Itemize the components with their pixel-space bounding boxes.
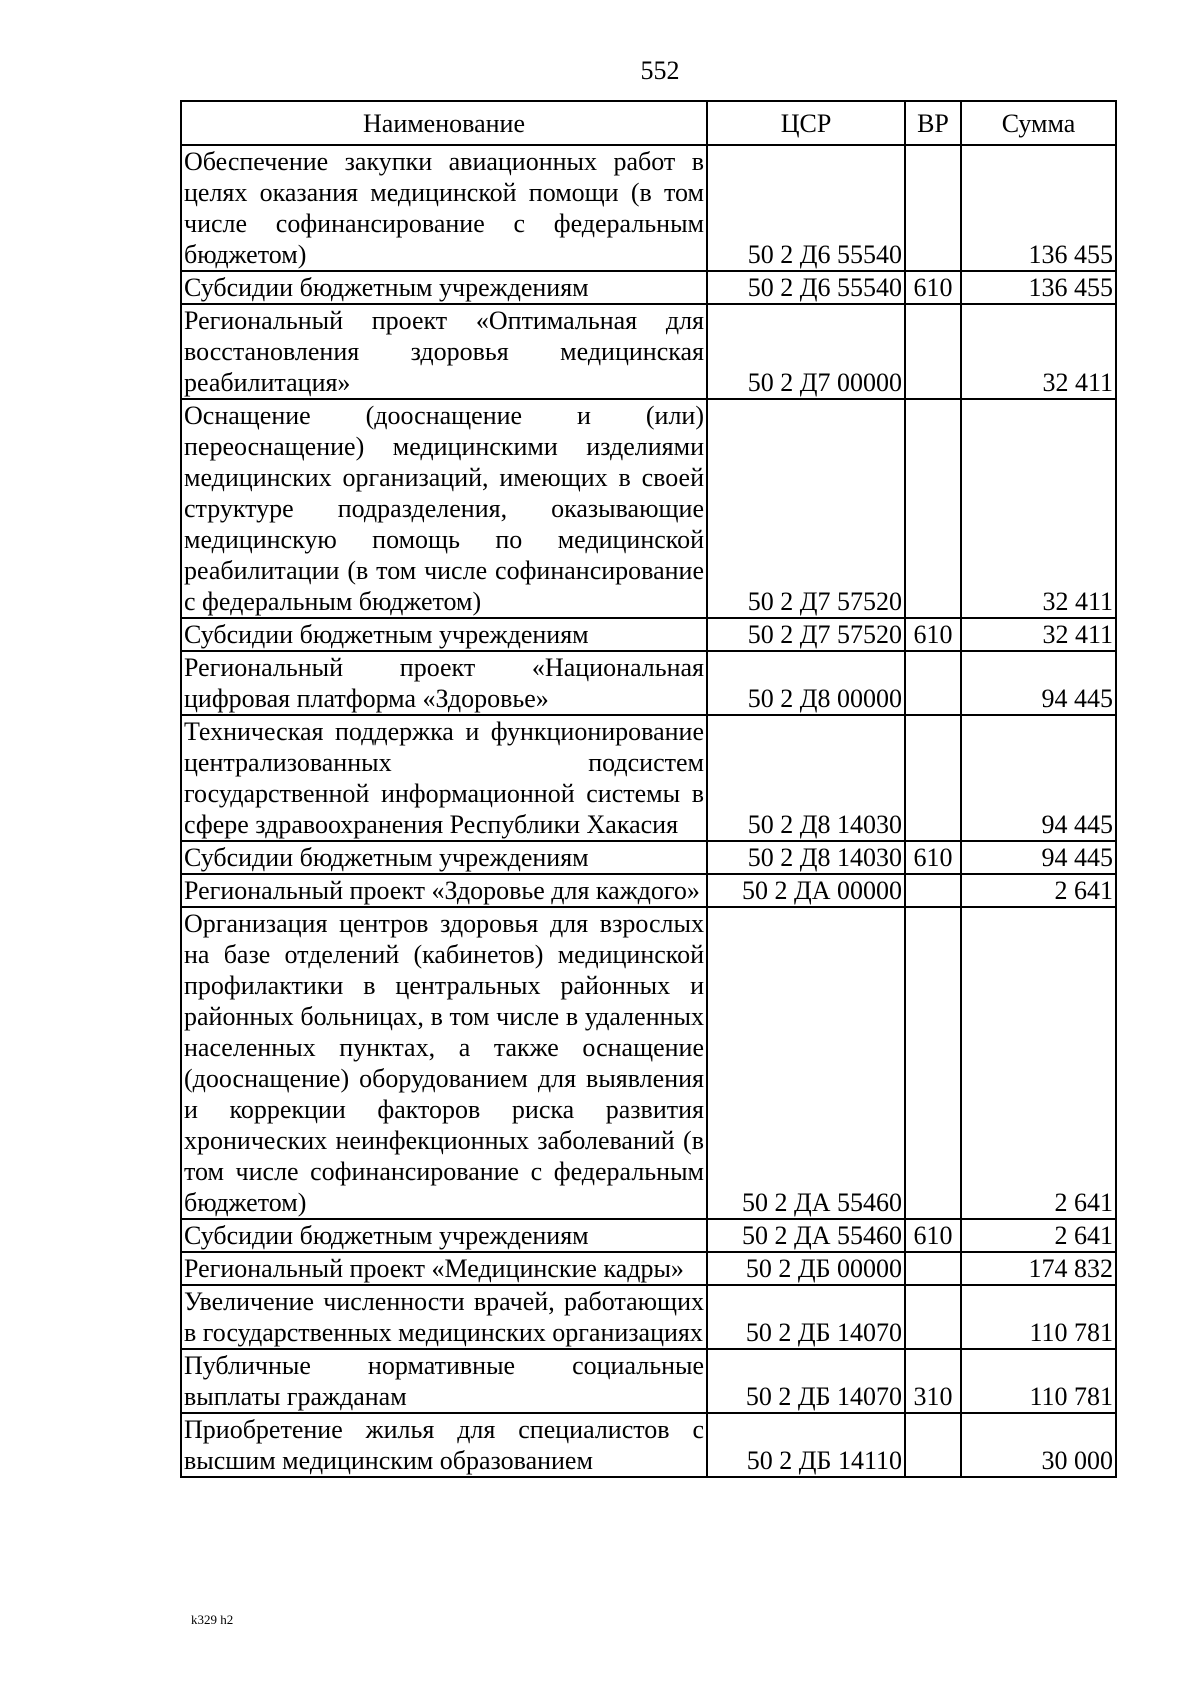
row-csr: 50 2 ДБ 14070 [707,1285,905,1349]
row-vr [905,1413,961,1477]
row-csr: 50 2 ДБ 14070 [707,1349,905,1413]
column-header-csr: ЦСР [707,101,905,145]
row-csr: 50 2 Д8 14030 [707,841,905,874]
footer-code: k329 h2 [191,1612,234,1627]
page-number: 552 [640,56,680,85]
row-sum: 32 411 [961,304,1116,399]
row-vr: 610 [905,1219,961,1252]
row-name: Региональный проект «Здоровье для каждого» [181,874,707,907]
table-row [181,1285,1116,1349]
row-name: Техническая поддержка и функционирование централизованных подсистем государственной информационной системы в сфере здравоохранения Республики Хакасия [181,715,707,841]
row-csr: 50 2 Д6 55540 [707,145,905,271]
row-name: Региональный проект «Национальная цифровая платформа «Здоровье» [181,651,707,715]
table-row [181,399,1116,618]
row-vr [905,651,961,715]
row-sum: 94 445 [961,715,1116,841]
row-csr: 50 2 ДБ 14110 [707,1413,905,1477]
table-row [181,715,1116,841]
row-name: Обеспечение закупки авиационных работ в целях оказания медицинской помощи (в том числе софинансирование с федеральным бюджетом) [181,145,707,271]
row-name: Оснащение (дооснащение и (или) переоснащение) медицинскими изделиями медицинских организаций, имеющих в своей структуре подразделения, оказывающие медицинскую помощь по медицинской реабилитации (в том числе софинансирование с федеральным бюджетом) [181,399,707,618]
row-sum: 110 781 [961,1285,1116,1349]
row-vr [905,907,961,1219]
row-csr: 50 2 Д7 57520 [707,399,905,618]
row-name: Региональный проект «Оптимальная для восстановления здоровья медицинская реабилитация» [181,304,707,399]
row-vr [905,1285,961,1349]
row-name: Субсидии бюджетным учреждениям [181,841,707,874]
row-sum: 2 641 [961,874,1116,907]
row-vr [905,715,961,841]
row-vr [905,874,961,907]
column-header-sum: Сумма [961,101,1116,145]
row-name: Публичные нормативные социальные выплаты гражданам [181,1349,707,1413]
table-row [181,1252,1116,1285]
row-vr [905,304,961,399]
row-sum: 136 455 [961,271,1116,304]
row-name: Увеличение численности врачей, работающих в государственных медицинских организациях [181,1285,707,1349]
row-vr: 610 [905,271,961,304]
row-name: Организация центров здоровья для взрослых на базе отделений (кабинетов) медицинской профилактики в центральных районных и районных больницах, в том числе в удаленных населенных пунктах, а также оснащение (дооснащение) оборудованием для выявления и коррекции факторов риска развития хронических неинфекционных заболеваний (в том числе софинансирование с федеральным бюджетом) [181,907,707,1219]
row-sum: 94 445 [961,651,1116,715]
row-name: Региональный проект «Медицинские кадры» [181,1252,707,1285]
row-name: Приобретение жилья для специалистов с высшим медицинским образованием [181,1413,707,1477]
row-vr: 610 [905,841,961,874]
row-csr: 50 2 Д8 14030 [707,715,905,841]
table-row [181,304,1116,399]
table-row [181,907,1116,1219]
row-csr: 50 2 ДА 55460 [707,1219,905,1252]
row-csr: 50 2 ДА 00000 [707,874,905,907]
table-row [181,1349,1116,1413]
table-header-row [181,101,1116,145]
row-vr: 610 [905,618,961,651]
table-row [181,874,1116,907]
table-row [181,618,1116,651]
row-sum: 136 455 [961,145,1116,271]
row-vr [905,1252,961,1285]
row-sum: 174 832 [961,1252,1116,1285]
row-name: Субсидии бюджетным учреждениям [181,618,707,651]
row-vr [905,145,961,271]
row-name: Субсидии бюджетным учреждениям [181,1219,707,1252]
table-row [181,1219,1116,1252]
row-sum: 32 411 [961,399,1116,618]
row-csr: 50 2 Д7 57520 [707,618,905,651]
row-sum: 30 000 [961,1413,1116,1477]
column-header-vr: ВР [905,101,961,145]
budget-table [180,100,1117,1478]
row-name: Субсидии бюджетным учреждениям [181,271,707,304]
row-sum: 32 411 [961,618,1116,651]
row-vr [905,399,961,618]
table-row [181,841,1116,874]
row-csr: 50 2 ДА 55460 [707,907,905,1219]
table-row [181,145,1116,271]
row-sum: 94 445 [961,841,1116,874]
column-header-name: Наименование [181,101,707,145]
row-vr: 310 [905,1349,961,1413]
row-csr: 50 2 Д7 00000 [707,304,905,399]
row-sum: 2 641 [961,907,1116,1219]
row-csr: 50 2 ДБ 00000 [707,1252,905,1285]
row-csr: 50 2 Д6 55540 [707,271,905,304]
row-sum: 110 781 [961,1349,1116,1413]
row-csr: 50 2 Д8 00000 [707,651,905,715]
table-row [181,1413,1116,1477]
table-row [181,651,1116,715]
table-row [181,271,1116,304]
row-sum: 2 641 [961,1219,1116,1252]
